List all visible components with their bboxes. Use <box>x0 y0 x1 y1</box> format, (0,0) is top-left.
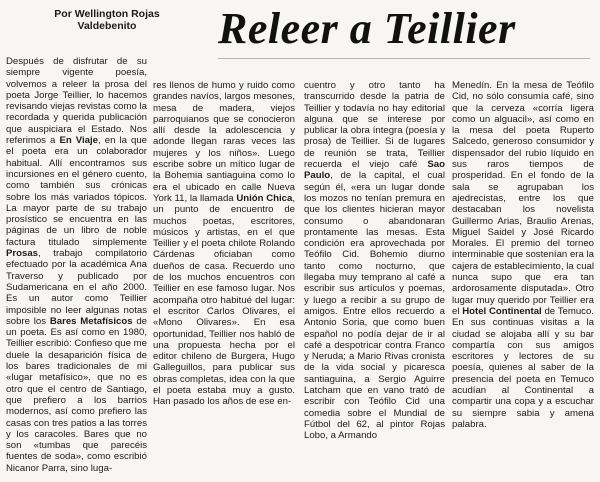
headline-rule <box>218 58 590 59</box>
text-run: cuentro y otro tanto ha transcurrido desde la patria de Teillier y todavía no hay editorial alguna que se interese por publicar la obra íntegra (poesía y prosa) de Teillier. Si de lugares de reunión se trata, Teillier recuerda el viejo café <box>304 80 445 171</box>
text-run: de un poeta. Es así como en 1980, Teillier escribió: Confieso que me duele la desaparición física de los bares tradicionales de mi «lugar metafísico», que no es otro que el centro de Santiago, que prefiero a los barrios modernos, así como prefiero las casas con tres patios a las torres y los caracoles. Bares que no son «tumbas que parecéis fuentes de soda», como escribió Nicanor Parra, sino luga- <box>6 315 147 474</box>
text-run: Después de disfrutar de su siempre vigente poesía, volvemos a releer la prosa del poeta Jorge Teillier, lo hacemos revisando viejas revistas como la recordada y querida publicación que auspiciara el Estado. Nos referimos a <box>6 56 147 147</box>
text-run: de Temuco. En sus continuas visitas a la ciudad se alojaba allí y su bar compartía con sus amigos escritores y lectores de su poesía, quienes al saber de la presencia del poeta en Temuco acudían al Continental a compartir una copa y a escuchar su siempre sabia y amena palabra. <box>452 305 594 430</box>
bold-term: Sao Paulo <box>304 159 445 182</box>
headline: Releer a Teillier <box>218 4 516 53</box>
article-column-3 <box>304 80 445 480</box>
text-run: , de la capital, el cual según él, «era un lugar donde los mozos no tenían premura en que los clientes hicieran mayor consumo o abandonaran prontamente las mesas. Esta condición era aprovechada por Teófilo Cid. Bohemio diurno tanto como nocturno, que llegaba muy temprano al café a escribir sus artículos y poemas, y luego a recibir a su grupo de amigos. Entre ellos recuerdo a Antonio Soria, que como buen español no podía dejar de ir al café a despotricar contra Franco y Neruda; a Mario Rivas cronista de la vida social y picaresca santiaguina, a Sergio Aguirre Latcham que en vano trató de escribir con Teófilo Cid una comedia sobre el Mundial de Fútbol del 62, al pintor Rojas Lobo, a Armando <box>304 170 445 442</box>
article-column-4 <box>452 80 594 480</box>
byline-author: Por Wellington Rojas <box>54 8 160 20</box>
byline <box>12 8 202 32</box>
bold-term: En Viaje <box>59 135 99 147</box>
text-run: res llenos de humo y ruido como grandes navíos, largos mesones, mesa de madera, viejos parroquianos que se conocieron allí desde la adolescencia y adonde llegan raras veces las mujeres y los niños». Luego escribe sobre un mítico lugar de la Bohemia santiaguina como lo era el ubicado en calle Nueva York 11, la llamada <box>153 80 295 204</box>
bold-term: Prosas <box>6 248 38 260</box>
column-paragraph <box>304 80 445 442</box>
text-run: , un punto de encuentro de muchos poetas, escritores, músicos y artistas, en el que Teillier y el poeta chilote Rolando Cárdenas oficiaban como dueños de casa. Recuerdo uno de los muchos encuentros con Teillier en ese famoso lugar. Nos acompaña otro habitué del lugar: el escritor Carlos Olivares, el «Mono Olivares». En esa oportunidad, Teillier nos habló de una propuesta hecha por el editor chileno de Burgera, Hugo Galleguillos, para publicar sus obras completas, idea con la que el poeta estaba muy a gusto. Han pasado los años de ese en- <box>153 192 295 408</box>
bold-term: Unión Chica <box>236 192 293 204</box>
text-run: Menedín. En la mesa de Teófilo Cid, no sólo consumía café, sino que la cerveza «corría ligera como un alguacil», así como en la mesa del poeta Ruperto Salcedo, generoso consumidor y dispensador del rubio líquido en sus raros tiempos de prosperidad. En el fondo de la sala se agrupaban los ajedrecistas, entre los que destacaban los novelista Guillermo Arias, Braulio Arenas, Miguel Saidel y José Ricardo Morales. El premio del torneo interminable que sostenían era la cajera de establecimiento, la cual nunca supo que era tan ardorosamente disputada». Otro lugar muy querido por Teillier era el <box>452 80 594 317</box>
column-paragraph <box>452 80 594 430</box>
text-run: , en la que el poeta era un colaborador habitual. Allí encontramos sus incursiones en el género cuento, como también sus crónicas sobre los más variados tópicos. La mayor parte de su trabajo prosístico se encuentra en las páginas de un libro de noble factura titulado simplemente <box>6 135 147 248</box>
column-paragraph <box>6 56 147 474</box>
column-paragraph <box>153 80 295 408</box>
bold-term: Hotel Continental <box>462 305 542 317</box>
article-column-2 <box>153 80 295 480</box>
byline-author-surname: Valdebenito <box>77 20 137 32</box>
article-column-1 <box>6 56 147 480</box>
bold-term: Bares Metafísicos <box>49 315 133 327</box>
text-run: , trabajo compilatorio efectuado por la académica Ana Traverso y publicado por Sudamericana en el año 2000. Es un autor como Teillier imposible no leer algunas notas sobre los <box>6 248 147 327</box>
